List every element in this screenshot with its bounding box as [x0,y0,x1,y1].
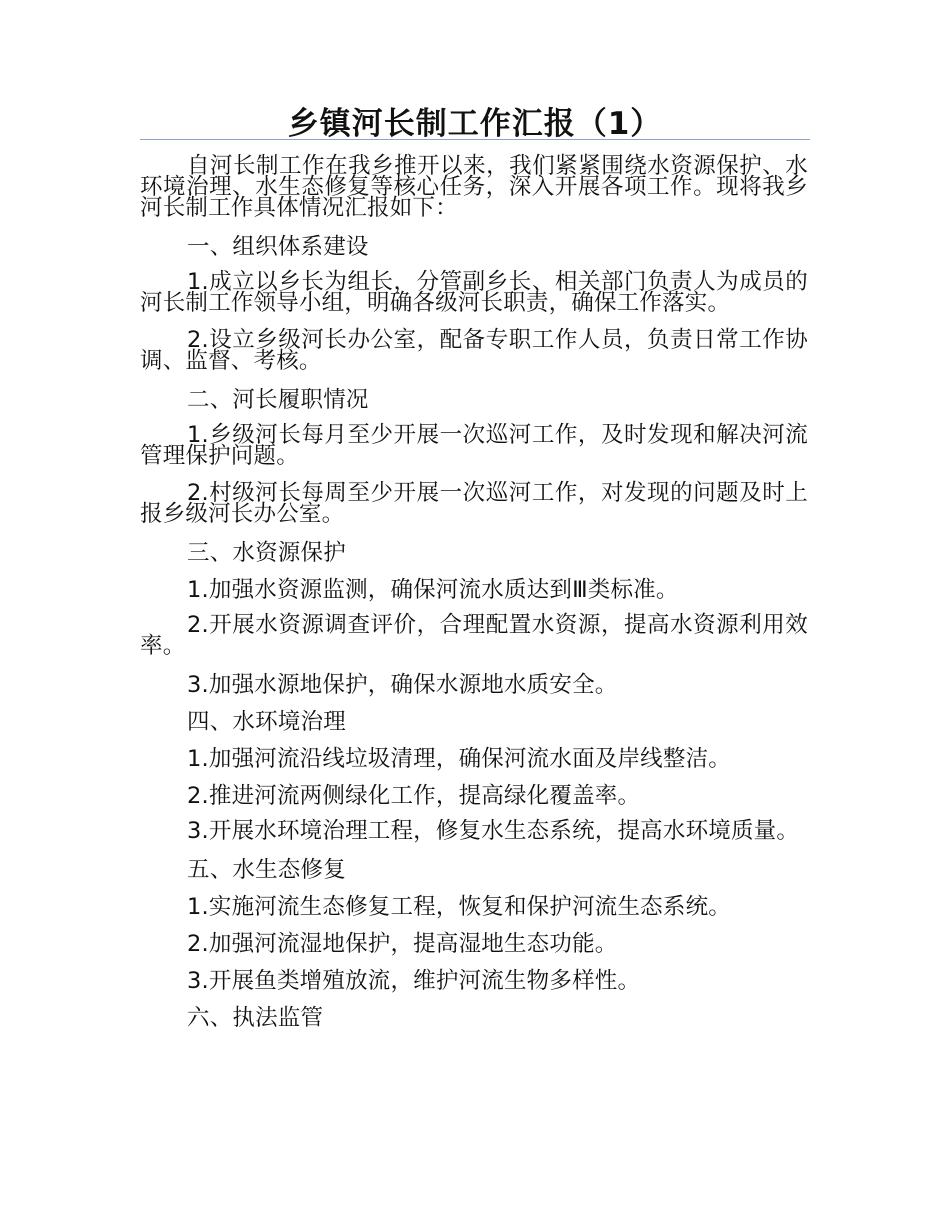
list-item: 1.加强河流沿线垃圾清理，确保河流水面及岸线整洁。 [187,746,731,772]
list-item: 1.实施河流生态修复工程，恢复和保护河流生态系统。 [187,894,731,920]
list-item: 1.成立以乡长为组长，分管副乡长、相关部门负责人为成员的河长制工作领导小组，明确各级河长职责，确保工作落实。 [140,269,808,316]
section-heading-water-resources: 三、水资源保护 [187,540,346,566]
intro-paragraph: 自河长制工作在我乡推开以来，我们紧紧围绕水资源保护、水环境治理、水生态修复等核心任务，深入开展各项工作。现将我乡河长制工作具体情况汇报如下： [140,153,808,221]
list-item: 2.设立乡级河长办公室，配备专职工作人员，负责日常工作协调、监督、考核。 [140,327,808,374]
section-heading-organization: 一、组织体系建设 [187,234,369,260]
section-heading-enforcement: 六、执法监管 [187,1005,324,1031]
list-item: 1.加强水资源监测，确保河流水质达到Ⅲ类标准。 [187,577,679,603]
section-heading-water-environment: 四、水环境治理 [187,709,346,735]
document-body [140,153,808,1043]
page-title: 乡镇河长制工作汇报（1） [287,106,663,142]
list-item: 2.开展水资源调查评价，合理配置水资源，提高水资源利用效率。 [140,612,808,659]
section-heading-ecology: 五、水生态修复 [187,857,346,883]
list-item: 1.乡级河长每月至少开展一次巡河工作，及时发现和解决河流管理保护问题。 [140,422,808,469]
list-item: 3.开展水环境治理工程，修复水生态系统，提高水环境质量。 [187,818,800,844]
list-item: 3.开展鱼类增殖放流，维护河流生物多样性。 [187,968,641,994]
list-item: 2.村级河长每周至少开展一次巡河工作，对发现的问题及时上报乡级河长办公室。 [140,480,808,527]
section-heading-duty: 二、河长履职情况 [187,387,369,413]
list-item: 2.推进河流两侧绿化工作，提高绿化覆盖率。 [187,783,641,809]
title-underline [140,139,810,140]
list-item: 3.加强水源地保护，确保水源地水质安全。 [187,672,618,698]
list-item: 2.加强河流湿地保护，提高湿地生态功能。 [187,931,618,957]
